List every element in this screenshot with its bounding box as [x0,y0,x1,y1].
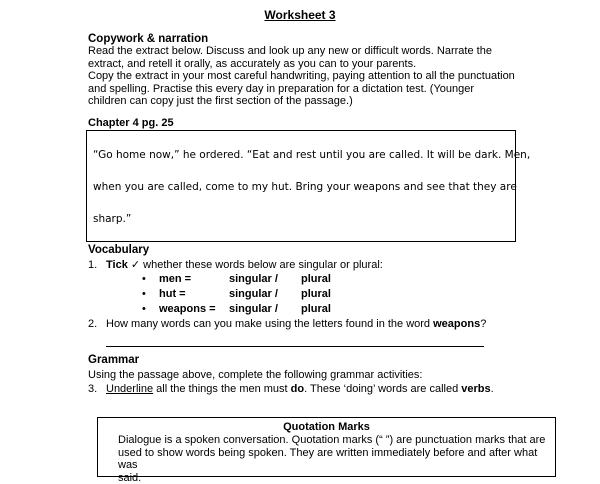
vocab-item-men [0,273,600,287]
target-word: weapons [433,318,480,330]
question-3-text: . These ‘doing’ words are called [304,383,461,395]
instruction-line: Copy the extract in your most careful handwriting, paying attention to all the punctuation [88,70,518,83]
vocab-item-weapons [0,303,600,317]
singular-option[interactable]: singular / [229,288,278,300]
plural-option[interactable]: plural [301,303,331,315]
emphasis-do: do [291,383,304,395]
question-number: 1. [88,259,97,272]
explanation-line: said. [118,472,548,484]
bullet-icon: • [142,273,146,285]
plural-option[interactable]: plural [301,288,331,300]
question-2-text: How many words can you make using the letters found in the word [106,318,433,330]
passage-box [86,130,516,242]
vocab-word: men = [159,273,191,285]
worksheet-title: Worksheet 3 [0,8,600,22]
passage-line: “Go home now,” he ordered. “Eat and rest until you are called. It will be dark. Men, [93,149,530,161]
question-1 [0,259,600,273]
singular-option[interactable]: singular / [229,273,278,285]
grammar-heading: Grammar [88,354,139,366]
chapter-label: Chapter 4 pg. 25 [88,117,174,129]
instruction-line: Read the extract below. Discuss and look up any new or difficult words. Narrate the [88,45,518,58]
singular-option[interactable]: singular / [229,303,278,315]
question-1-text: whether these words below are singular or plural: [140,259,383,271]
question-number: 3. [88,383,97,396]
checkmark-icon: ✓ [131,259,140,271]
question-3-text: all the things the men must [153,383,291,395]
answer-line[interactable] [106,346,484,347]
instruction-line: and spelling. Practise this every day in preparation for a dictation test. (Younger [88,83,518,96]
instruction-line: extract, and retell it orally, as accurately as you can to your parents. [88,58,518,71]
vocab-word: weapons = [159,303,216,315]
quotation-marks-heading: Quotation Marks [98,421,555,433]
grammar-intro: Using the passage above, complete the following grammar activities: [88,369,422,382]
passage-line: sharp.” [93,213,131,225]
emphasis-verbs: verbs [461,383,490,395]
vocabulary-heading: Vocabulary [88,244,149,256]
plural-option[interactable]: plural [301,273,331,285]
vocab-word: hut = [159,288,186,300]
question-3 [0,383,600,397]
copywork-instructions [88,45,518,108]
bullet-icon: • [142,303,146,315]
passage-line: when you are called, come to my hut. Bring your weapons and see that they are [93,181,517,193]
copywork-heading: Copywork & narration [88,33,208,45]
vocab-item-hut [0,288,600,302]
question-2 [0,318,600,332]
explanation-line: Dialogue is a spoken conversation. Quotation marks (“ ”) are punctuation marks that are [118,434,548,447]
quotation-marks-explanation [118,434,548,484]
instruction-line: children can copy just the first section of the passage.) [88,95,518,108]
explanation-line: used to show words being spoken. They are written immediately before and after what was [118,447,548,472]
quotation-marks-box [97,417,556,477]
question-mark: ? [480,318,486,330]
period: . [491,383,494,395]
tick-instruction: Tick [106,259,128,271]
underline-instruction: Underline [106,383,153,395]
bullet-icon: • [142,288,146,300]
question-number: 2. [88,318,97,331]
